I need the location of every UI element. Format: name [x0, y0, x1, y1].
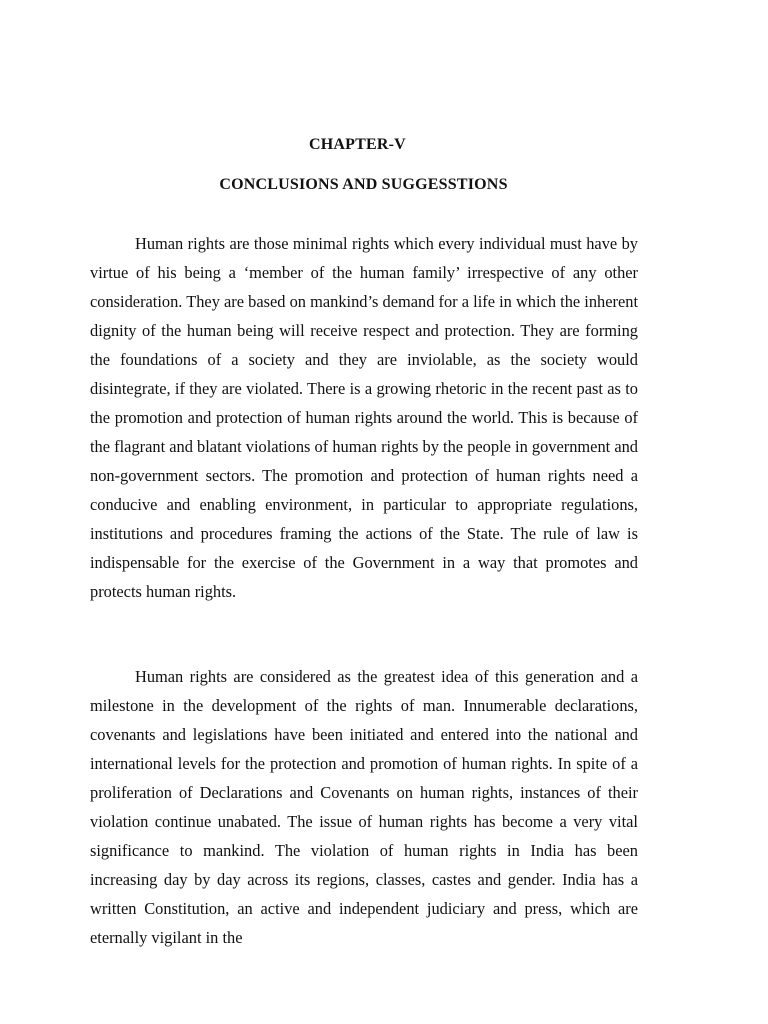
chapter-title: CONCLUSIONS AND SUGGESSTIONS — [219, 176, 508, 193]
chapter-label: CHAPTER-V — [309, 136, 406, 153]
body-paragraph: Human rights are considered as the greatest idea of this generation and a milestone in the development of the rights of man. Innumerable declarations, covenants and legislations have been initiated and entered into the national and international levels for the protection and promotion of human rights. In spite of a proliferation of Declarations and Covenants on human rights, instances of their violation continue unabated. The issue of human rights has become a very vital significance to mankind. The violation of human rights in India has been increasing day by day across its regions, classes, castes and gender. India has a written Constitution, an active and independent judiciary and press, which are eternally vigilant in the — [90, 667, 638, 947]
body-paragraph: Human rights are those minimal rights which every individual must have by virtue of his being a ‘member of the human family’ irrespective of any other consideration. They are based on mankind’s demand for a life in which the inherent dignity of the human being will receive respect and protection. They are forming the foundations of a society and they are inviolable, as the society would disintegrate, if they are violated. There is a growing rhetoric in the recent past as to the promotion and protection of human rights around the world. This is because of the flagrant and blatant violations of human rights by the people in government and non-government sectors. The promotion and protection of human rights need a conducive and enabling environment, in particular to appropriate regulations, institutions and procedures framing the actions of the State. The rule of law is indispensable for the exercise of the Government in a way that promotes and protects human rights. — [90, 234, 638, 601]
